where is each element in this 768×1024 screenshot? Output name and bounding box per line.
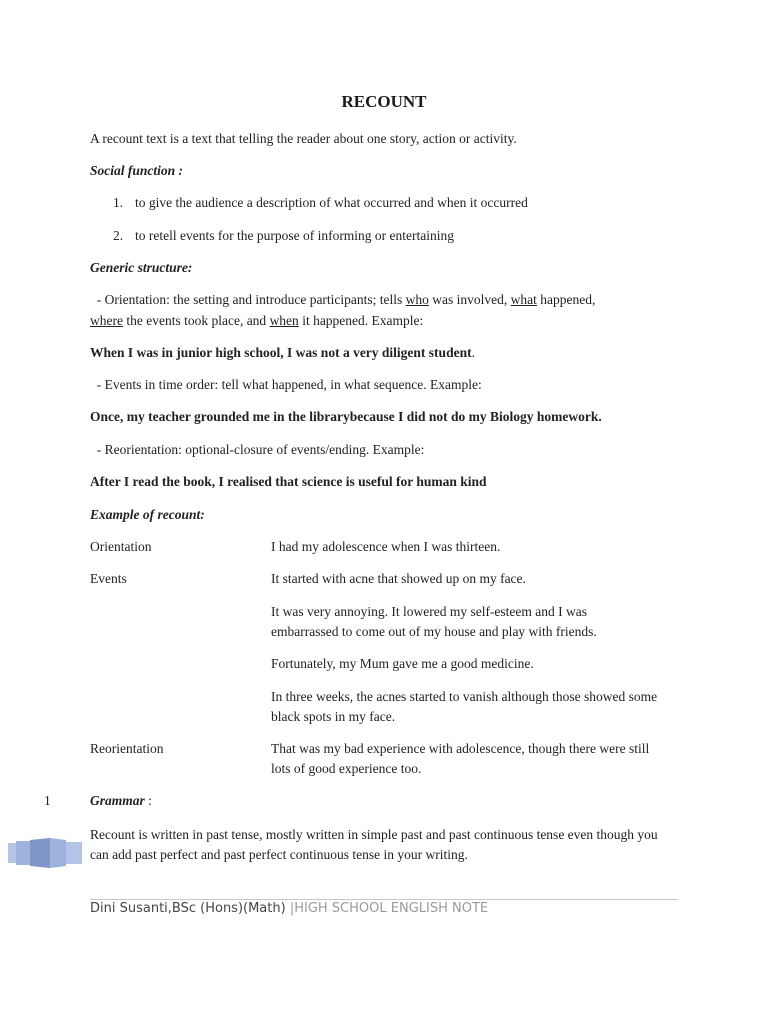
grammar-number: 1	[44, 793, 51, 808]
reorientation-description: - Reorientation: optional-closure of events/ending. Example:	[90, 442, 425, 457]
underlined-what: what	[510, 292, 537, 307]
table-row-text: Fortunately, my Mum gave me a good medicine.	[271, 656, 534, 671]
orientation-text: the events took place, and	[122, 313, 270, 328]
table-row-text: It started with acne that showed up on my face.	[271, 571, 526, 586]
grammar-heading: Grammar	[90, 793, 145, 808]
grammar-heading-line	[90, 791, 152, 811]
example-of-recount-heading: Example of recount:	[90, 507, 205, 522]
list-item	[113, 193, 528, 213]
generic-structure-heading: Generic structure:	[90, 260, 193, 275]
orientation-description-line1	[90, 290, 595, 310]
orientation-description-line2	[90, 311, 423, 331]
underlined-when: when	[269, 313, 299, 328]
table-row-text: I had my adolescence when I was thirteen.	[271, 539, 501, 554]
page-title: RECOUNT	[341, 92, 427, 111]
orientation-example	[90, 343, 475, 363]
table-row-text: It was very annoying. It lowered my self-esteem and I was embarrassed to come out of my house and play with friends.	[271, 604, 597, 639]
orientation-text: happened,	[536, 292, 596, 307]
intro-paragraph: A recount text is a text that telling the reader about one story, action or activity.	[90, 131, 517, 146]
table-row-label: Events	[90, 571, 127, 586]
table-row-label: Orientation	[90, 539, 152, 554]
table-row-text: In three weeks, the acnes started to vanish although those showed some black spots in my face.	[271, 689, 658, 724]
footer-subject: HIGH SCHOOL ENGLISH NOTE	[294, 901, 489, 916]
underlined-where: where	[90, 313, 123, 328]
orientation-text: - Orientation: the setting and introduce participants; tells	[90, 292, 406, 307]
reorientation-example: After I read the book, I realised that science is useful for human kind	[90, 474, 487, 489]
orientation-example-text: When I was in junior high school, I was not a very diligent student	[90, 345, 472, 360]
list-text: to give the audience a description of what occurred and when it occurred	[135, 195, 528, 210]
footer-separator: |	[289, 901, 295, 916]
table-row-text: That was my bad experience with adolescence, though there were still lots of good experience too.	[271, 741, 650, 776]
list-item	[113, 226, 454, 246]
grammar-paragraph: Recount is written in past tense, mostly written in simple past and past continuous tense even though you can add past perfect and past perfect continuous tense in your writing.	[90, 827, 658, 862]
social-function-heading: Social function :	[90, 163, 184, 178]
orientation-example-period: .	[471, 345, 475, 360]
footer-author: Dini Susanti,BSc (Hons)(Math)	[90, 901, 290, 916]
ribbon-decoration-icon	[8, 838, 82, 868]
list-number: 1.	[113, 195, 124, 210]
grammar-colon: :	[144, 793, 152, 808]
events-example: Once, my teacher grounded me in the librarybecause I did not do my Biology homework.	[90, 409, 602, 424]
list-text: to retell events for the purpose of informing or entertaining	[135, 228, 455, 243]
table-row-label: Reorientation	[90, 741, 164, 756]
footer	[90, 900, 488, 918]
underlined-who: who	[405, 292, 429, 307]
orientation-text: it happened. Example:	[298, 313, 424, 328]
list-number: 2.	[113, 228, 124, 243]
events-description: - Events in time order: tell what happened, in what sequence. Example:	[90, 377, 482, 392]
orientation-text: was involved,	[428, 292, 511, 307]
